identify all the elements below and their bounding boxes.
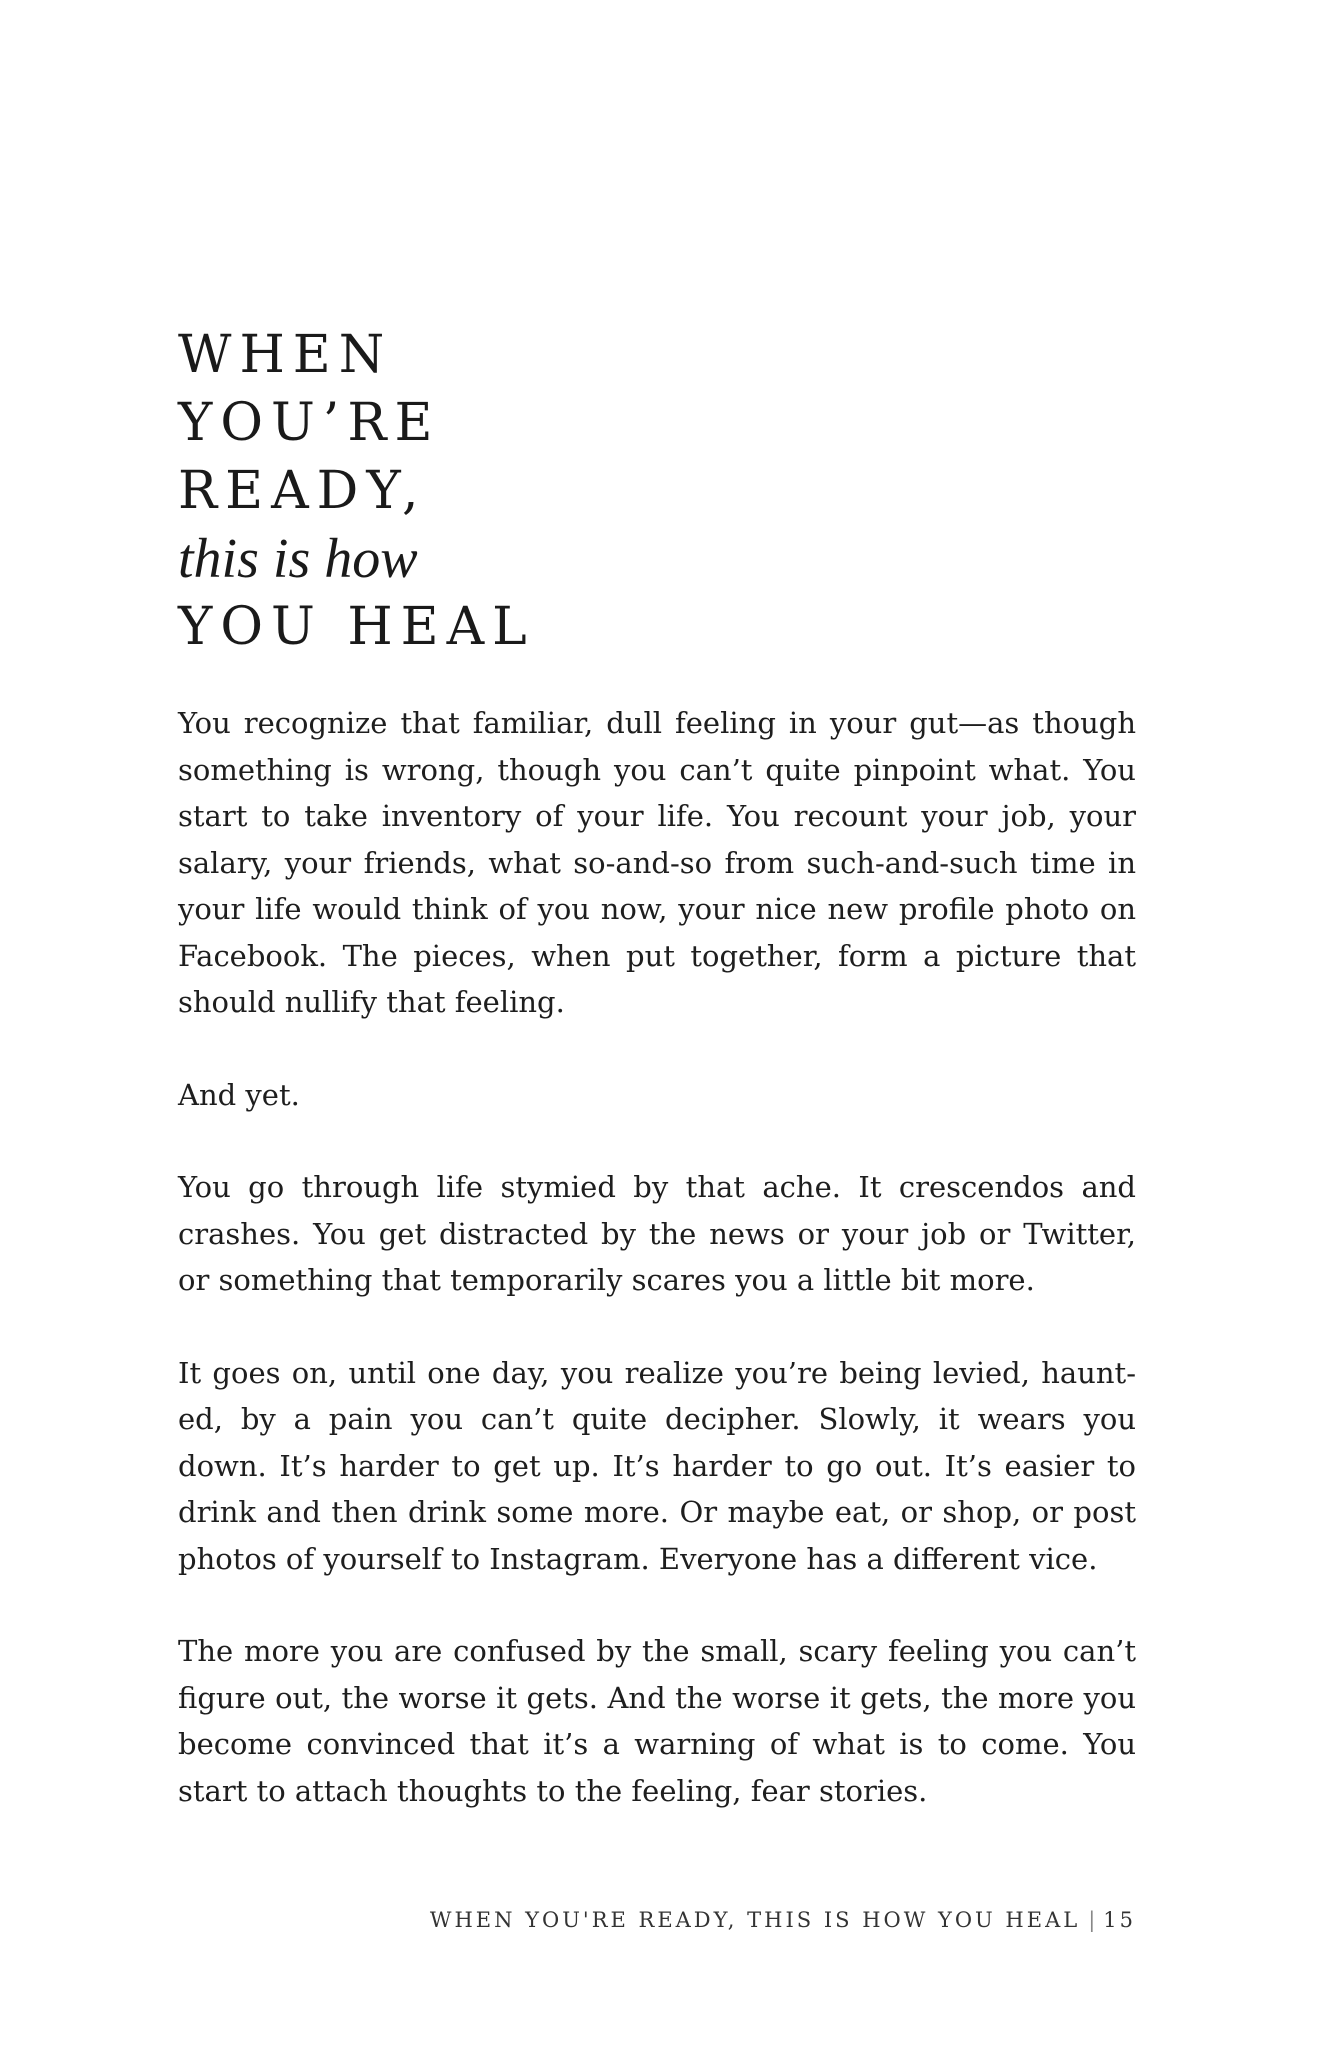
title-line-2: YOU’RE (178, 393, 441, 454)
paragraph-1: You recognize that familiar, dull feeling in your gut—as though something is wrong, though you can’t quite pinpoint what. You start to take inventory of your life. You recount your job, your salary, your friends, what so-and-so from such-and-such time in your life would think of you now, your nice new profile photo on Facebook. The pieces, when put together, form a picture that should nullify that feeling. (178, 706, 1136, 1019)
paragraph-5: The more you are confused by the small, scary feeling you can’t figure out, the worse it gets. And the worse it gets, the more you become convinced that it’s a warning of what is to come. You start to attach thoughts to the feeling, fear stories. (178, 1634, 1136, 1808)
footer-separator: | (1088, 1908, 1096, 1932)
title-line-1: WHEN (178, 325, 393, 386)
title-line-5: YOU HEAL (178, 597, 535, 658)
running-title: WHEN YOU'RE READY, THIS IS HOW YOU HEAL (429, 1908, 1081, 1932)
paragraph-4: It goes on, until one day, you realize you’re being levied, haunt-ed, by a pain you can’t quite decipher. Slowly, it wears you down. It’s harder to get up. It’s harder to go out. It’s easier to drink and then drink some more. Or maybe eat, or shop, or post photos of yourself to Instagram. Everyone has a different vice. (178, 1355, 1136, 1576)
paragraph-3: You go through life stymied by that ache. It crescendos and crashes. You get distracted by the news or your job or Twitter, or something that temporarily scares you a little bit more. (178, 1170, 1136, 1297)
title-line-4-italic: this is how (178, 528, 418, 591)
chapter-title (178, 321, 878, 661)
page-number: 15 (1103, 1908, 1136, 1932)
chapter-body (178, 700, 1136, 1860)
paragraph-2: And yet. (178, 1077, 300, 1112)
title-line-3: READY, (178, 461, 427, 522)
page-footer (430, 1908, 1136, 1932)
